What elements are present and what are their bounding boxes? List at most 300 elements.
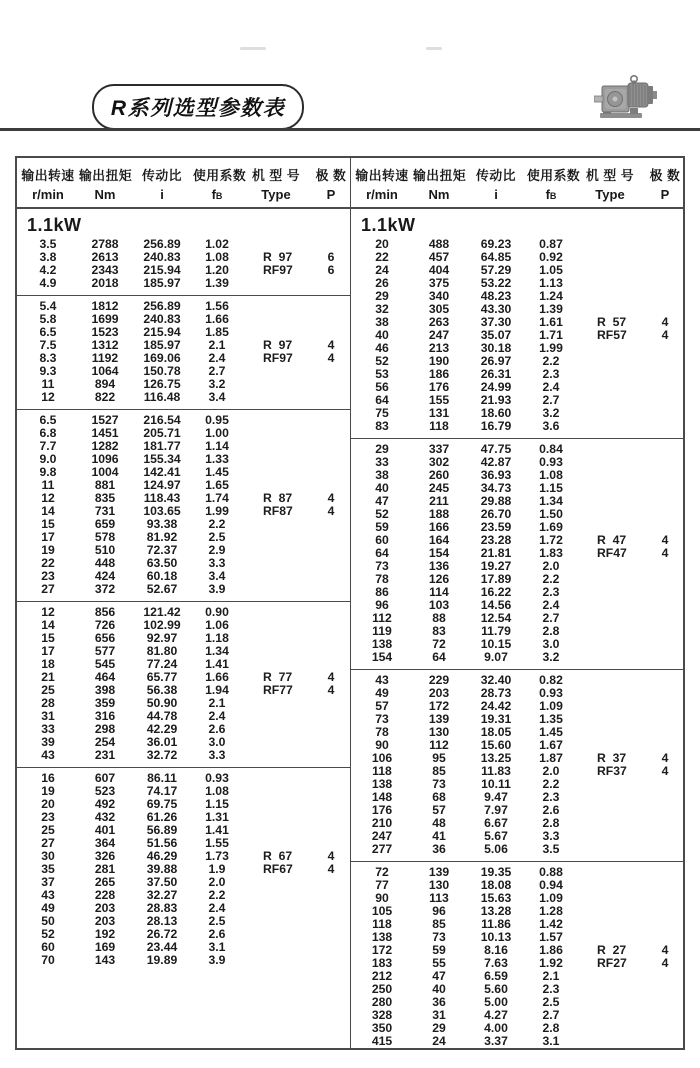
poles-value	[645, 674, 685, 687]
type-value	[575, 381, 645, 394]
table-row	[351, 329, 683, 342]
table-row	[351, 905, 683, 918]
speed-value: 96	[375, 598, 389, 612]
ratio-value: 26.97	[480, 354, 512, 368]
speed-value: 20	[41, 797, 55, 811]
table-row	[17, 365, 350, 378]
service-factor-value: 1.74	[205, 491, 229, 505]
table-row	[17, 277, 350, 290]
torque-value: 103	[428, 598, 450, 612]
print-smudge	[426, 47, 442, 50]
table-row	[351, 625, 683, 638]
table-section	[17, 209, 350, 295]
ratio-value: 21.93	[480, 393, 512, 407]
service-factor-value: 1.83	[539, 546, 563, 560]
col-header-poles: 极 数	[315, 168, 347, 183]
speed-value: 119	[372, 624, 392, 638]
type-value	[575, 687, 645, 700]
unit-speed: r/min	[366, 187, 398, 202]
torque-value: 1282	[91, 439, 119, 453]
type-value	[575, 1035, 645, 1048]
type-value	[241, 277, 311, 290]
ratio-value: 18.08	[480, 878, 512, 892]
service-factor-value: 1.15	[205, 797, 229, 811]
type-value	[575, 1022, 645, 1035]
speed-value: 52	[41, 927, 55, 941]
service-factor-value: 2.4	[208, 901, 226, 915]
table-row	[17, 798, 350, 811]
table-row	[351, 674, 683, 687]
torque-value: 113	[429, 891, 449, 905]
table-row	[351, 765, 683, 778]
type-value	[575, 238, 645, 251]
torque-value: 73	[432, 930, 446, 944]
type-value	[575, 420, 645, 433]
ratio-value: 56.89	[146, 823, 178, 837]
torque-value: 326	[94, 849, 116, 863]
speed-value: 43	[375, 673, 389, 687]
ratio-value: 18.60	[480, 406, 512, 420]
type-value	[575, 456, 645, 469]
table-row	[351, 238, 683, 251]
table-row	[17, 339, 350, 352]
table-row	[351, 1009, 683, 1022]
torque-value: 1064	[91, 364, 119, 378]
poles-value	[311, 570, 351, 583]
table-row	[351, 521, 683, 534]
ratio-value: 92.97	[146, 631, 178, 645]
speed-value: 32	[375, 302, 389, 316]
service-factor-value: 2.2	[208, 888, 226, 902]
speed-value: 172	[371, 943, 393, 957]
ratio-value: 29.88	[480, 494, 512, 508]
unit-poles: P	[660, 187, 670, 202]
ratio-value: 17.89	[480, 572, 512, 586]
type-value	[575, 892, 645, 905]
type-value	[241, 928, 311, 941]
torque-value: 130	[428, 878, 450, 892]
table-row	[17, 531, 350, 544]
type-value	[241, 518, 311, 531]
torque-value: 260	[428, 468, 450, 482]
poles-value	[311, 723, 351, 736]
table-left-half	[17, 158, 350, 1048]
table-row	[17, 557, 350, 570]
service-factor-value: 1.94	[205, 683, 229, 697]
service-factor-value: 1.61	[539, 315, 563, 329]
type-value: RF37	[597, 764, 627, 778]
speed-value: 280	[371, 995, 393, 1009]
table-row	[351, 342, 683, 355]
ratio-value: 14.56	[480, 598, 512, 612]
poles-value	[311, 811, 351, 824]
ratio-value: 39.88	[146, 862, 178, 876]
poles-value: 4	[661, 315, 669, 329]
torque-value: 73	[432, 777, 446, 791]
table-section	[17, 601, 350, 767]
table-row	[351, 752, 683, 765]
poles-value	[311, 277, 351, 290]
torque-value: 211	[429, 494, 449, 508]
selection-parameter-table	[15, 156, 685, 1050]
torque-value: 192	[94, 927, 116, 941]
table-row	[17, 352, 350, 365]
service-factor-value: 1.42	[539, 917, 563, 931]
table-row	[351, 739, 683, 752]
table-row	[17, 492, 350, 505]
ratio-value: 28.83	[146, 901, 178, 915]
table-row	[17, 850, 350, 863]
table-row	[17, 785, 350, 798]
speed-value: 138	[371, 930, 393, 944]
speed-value: 11	[41, 377, 55, 391]
type-value	[241, 824, 311, 837]
col-header-service-factor: 使用系数	[527, 168, 581, 183]
poles-value	[311, 928, 351, 941]
torque-value: 31	[432, 1008, 446, 1022]
ratio-value: 32.40	[480, 673, 512, 687]
fb-subscript: B	[549, 191, 557, 201]
speed-value: 12	[41, 390, 55, 404]
torque-value: 337	[428, 442, 450, 456]
speed-value: 38	[375, 468, 389, 482]
ratio-value: 15.63	[480, 891, 512, 905]
type-value	[241, 954, 311, 967]
type-value: RF97	[263, 263, 293, 277]
service-factor-value: 2.7	[542, 1008, 560, 1022]
service-factor-value: 3.1	[542, 1034, 560, 1048]
table-row	[17, 697, 350, 710]
speed-value: 15	[41, 631, 55, 645]
ratio-value: 18.05	[480, 725, 512, 739]
col-header-speed: 输出转速	[21, 168, 75, 183]
poles-value: 4	[327, 338, 335, 352]
type-value: R 77	[263, 670, 293, 684]
poles-value	[311, 954, 351, 967]
unit-speed: r/min	[32, 187, 64, 202]
ratio-value: 10.15	[480, 637, 512, 651]
speed-value: 12	[41, 491, 55, 505]
table-right-half	[350, 158, 683, 1048]
poles-value	[311, 736, 351, 749]
torque-value: 1523	[91, 325, 119, 339]
poles-value	[645, 469, 685, 482]
type-value	[575, 778, 645, 791]
torque-value: 401	[94, 823, 116, 837]
table-row	[17, 902, 350, 915]
table-row	[17, 684, 350, 697]
table-section	[351, 669, 683, 861]
ratio-value: 240.83	[143, 250, 181, 264]
poles-value	[645, 905, 685, 918]
service-factor-value: 1.41	[205, 823, 229, 837]
table-row	[17, 326, 350, 339]
type-value: RF97	[263, 351, 293, 365]
table-row	[351, 879, 683, 892]
speed-value: 52	[375, 507, 389, 521]
speed-value: 6.5	[39, 325, 57, 339]
table-row	[351, 866, 683, 879]
service-factor-value: 1.08	[539, 468, 563, 482]
ratio-value: 52.67	[146, 582, 178, 596]
ratio-value: 64.85	[480, 250, 512, 264]
service-factor-value: 1.20	[205, 263, 229, 277]
speed-value: 57	[375, 699, 389, 713]
poles-value: 6	[327, 263, 335, 277]
type-value: R 47	[597, 533, 627, 547]
torque-value: 492	[94, 797, 116, 811]
speed-value: 350	[371, 1021, 393, 1035]
ratio-value: 48.23	[480, 289, 512, 303]
series-title-badge	[92, 84, 304, 130]
type-value	[575, 290, 645, 303]
ratio-value: 9.07	[484, 650, 508, 664]
speed-value: 138	[371, 637, 393, 651]
ratio-value: 7.63	[484, 956, 508, 970]
ratio-value: 142.41	[143, 465, 181, 479]
table-section	[17, 409, 350, 601]
poles-value	[311, 427, 351, 440]
torque-value: 659	[94, 517, 116, 531]
speed-value: 64	[375, 546, 389, 560]
service-factor-value: 3.1	[208, 940, 226, 954]
speed-value: 29	[375, 289, 389, 303]
table-row	[17, 632, 350, 645]
poles-value	[311, 619, 351, 632]
table-row	[351, 599, 683, 612]
type-value	[575, 651, 645, 664]
poles-value	[645, 918, 685, 931]
poles-value	[645, 277, 685, 290]
ratio-value: 216.54	[143, 413, 181, 427]
ratio-value: 24.99	[480, 380, 512, 394]
poles-value	[645, 482, 685, 495]
type-value	[575, 996, 645, 1009]
table-row	[17, 391, 350, 404]
table-row	[17, 251, 350, 264]
torque-value: 203	[94, 901, 116, 915]
ratio-value: 11.83	[481, 764, 511, 778]
poles-value	[645, 970, 685, 983]
unit-ratio: i	[494, 187, 498, 202]
ratio-value: 57.29	[480, 263, 512, 277]
service-factor-value: 1.39	[205, 276, 229, 290]
type-value	[575, 905, 645, 918]
poles-value	[311, 876, 351, 889]
table-row	[17, 671, 350, 684]
table-row	[351, 700, 683, 713]
poles-value	[645, 495, 685, 508]
type-value	[241, 785, 311, 798]
ratio-value: 5.67	[484, 829, 508, 843]
torque-value: 47	[432, 969, 446, 983]
table-row	[17, 824, 350, 837]
speed-value: 6.5	[39, 413, 57, 427]
col-header-torque: 输出扭矩	[79, 168, 133, 183]
ratio-value: 81.92	[146, 530, 178, 544]
type-value: RF47	[597, 546, 627, 560]
speed-value: 6.8	[39, 426, 57, 440]
type-value	[575, 1009, 645, 1022]
type-value	[241, 313, 311, 326]
table-row	[351, 456, 683, 469]
torque-value: 48	[432, 816, 446, 830]
torque-value: 424	[94, 569, 116, 583]
table-row	[351, 560, 683, 573]
poles-value	[311, 710, 351, 723]
table-row	[17, 300, 350, 313]
torque-value: 136	[428, 559, 450, 573]
table-row	[17, 570, 350, 583]
service-factor-value: 2.6	[208, 927, 226, 941]
speed-value: 19	[41, 543, 55, 557]
unit-torque: Nm	[428, 187, 450, 202]
service-factor-value: 0.84	[539, 442, 563, 456]
ratio-value: 28.73	[480, 686, 512, 700]
torque-value: 155	[428, 393, 450, 407]
poles-value	[645, 1035, 685, 1048]
speed-value: 20	[375, 237, 389, 251]
ratio-value: 3.37	[484, 1034, 508, 1048]
speed-value: 26	[375, 276, 389, 290]
torque-value: 254	[94, 735, 116, 749]
type-value	[575, 394, 645, 407]
speed-value: 21	[41, 670, 55, 684]
poles-value	[645, 817, 685, 830]
header-cn-row	[17, 165, 350, 184]
service-factor-value: 1.73	[205, 849, 229, 863]
torque-value: 302	[428, 455, 450, 469]
poles-value	[645, 638, 685, 651]
torque-value: 1004	[91, 465, 119, 479]
service-factor-value: 1.56	[205, 299, 229, 313]
table-row	[351, 394, 683, 407]
type-value: R 87	[263, 491, 293, 505]
ratio-value: 215.94	[143, 263, 181, 277]
ratio-value: 205.71	[143, 426, 181, 440]
poles-value	[311, 365, 351, 378]
ratio-value: 5.60	[484, 982, 508, 996]
type-value	[575, 355, 645, 368]
poles-value	[645, 1022, 685, 1035]
poles-value	[645, 560, 685, 573]
ratio-value: 65.77	[146, 670, 178, 684]
type-value	[241, 619, 311, 632]
service-factor-value: 2.1	[208, 696, 226, 710]
poles-value	[311, 391, 351, 404]
torque-value: 40	[432, 982, 446, 996]
service-factor-value: 1.18	[205, 631, 229, 645]
type-value	[575, 638, 645, 651]
ratio-value: 5.06	[484, 842, 508, 856]
speed-value: 30	[41, 849, 55, 863]
torque-value: 856	[94, 605, 116, 619]
speed-value: 4.2	[39, 263, 57, 277]
col-header-type: 机 型 号	[251, 168, 300, 183]
poles-value: 4	[661, 328, 669, 342]
speed-value: 3.5	[39, 237, 57, 251]
speed-value: 49	[375, 686, 389, 700]
ratio-value: 155.34	[143, 452, 181, 466]
speed-value: 78	[375, 572, 389, 586]
service-factor-value: 1.05	[539, 263, 563, 277]
speed-value: 14	[41, 504, 55, 518]
table-row	[17, 772, 350, 785]
torque-value: 164	[428, 533, 450, 547]
speed-value: 328	[371, 1008, 393, 1022]
ratio-value: 102.99	[143, 618, 181, 632]
torque-value: 731	[94, 504, 116, 518]
torque-value: 364	[94, 836, 116, 850]
service-factor-value: 2.3	[542, 585, 560, 599]
torque-value: 72	[432, 637, 446, 651]
service-factor-value: 3.4	[208, 569, 226, 583]
speed-value: 138	[371, 777, 393, 791]
poles-value	[645, 238, 685, 251]
ratio-value: 26.70	[480, 507, 512, 521]
print-smudge	[240, 47, 266, 50]
ratio-value: 77.24	[146, 657, 178, 671]
speed-value: 5.8	[39, 312, 57, 326]
ratio-value: 47.75	[480, 442, 512, 456]
torque-value: 57	[432, 803, 446, 817]
torque-value: 1312	[91, 338, 119, 352]
ratio-value: 26.72	[146, 927, 178, 941]
poles-value	[311, 772, 351, 785]
type-value	[241, 427, 311, 440]
poles-value	[645, 586, 685, 599]
poles-value	[645, 381, 685, 394]
torque-value: 41	[432, 829, 446, 843]
ratio-value: 116.48	[143, 390, 181, 404]
service-factor-value: 0.93	[539, 455, 563, 469]
torque-value: 577	[94, 644, 116, 658]
torque-value: 2613	[91, 250, 119, 264]
ratio-value: 121.42	[143, 605, 181, 619]
service-factor-value: 2.4	[208, 351, 226, 365]
ratio-value: 32.72	[146, 748, 178, 762]
type-value	[575, 251, 645, 264]
service-factor-value: 1.65	[205, 478, 229, 492]
poles-value: 4	[327, 670, 335, 684]
ratio-value: 72.37	[146, 543, 178, 557]
poles-value	[311, 749, 351, 762]
poles-value	[645, 420, 685, 433]
poles-value	[645, 625, 685, 638]
service-factor-value: 2.3	[542, 790, 560, 804]
table-row	[351, 482, 683, 495]
service-factor-value: 1.87	[539, 751, 563, 765]
ratio-value: 4.00	[484, 1021, 508, 1035]
service-factor-value: 1.92	[539, 956, 563, 970]
table-row	[17, 466, 350, 479]
table-row	[17, 863, 350, 876]
type-value	[241, 915, 311, 928]
torque-value: 1527	[91, 413, 119, 427]
table-row	[351, 726, 683, 739]
torque-value: 298	[94, 722, 116, 736]
table-row	[351, 791, 683, 804]
ratio-value: 11.79	[481, 624, 511, 638]
table-row	[17, 378, 350, 391]
torque-value: 265	[94, 875, 116, 889]
service-factor-value: 2.6	[542, 803, 560, 817]
ratio-value: 124.97	[143, 478, 181, 492]
table-row	[351, 918, 683, 931]
type-value	[575, 970, 645, 983]
speed-value: 25	[41, 683, 55, 697]
service-factor-value: 0.87	[539, 237, 563, 251]
